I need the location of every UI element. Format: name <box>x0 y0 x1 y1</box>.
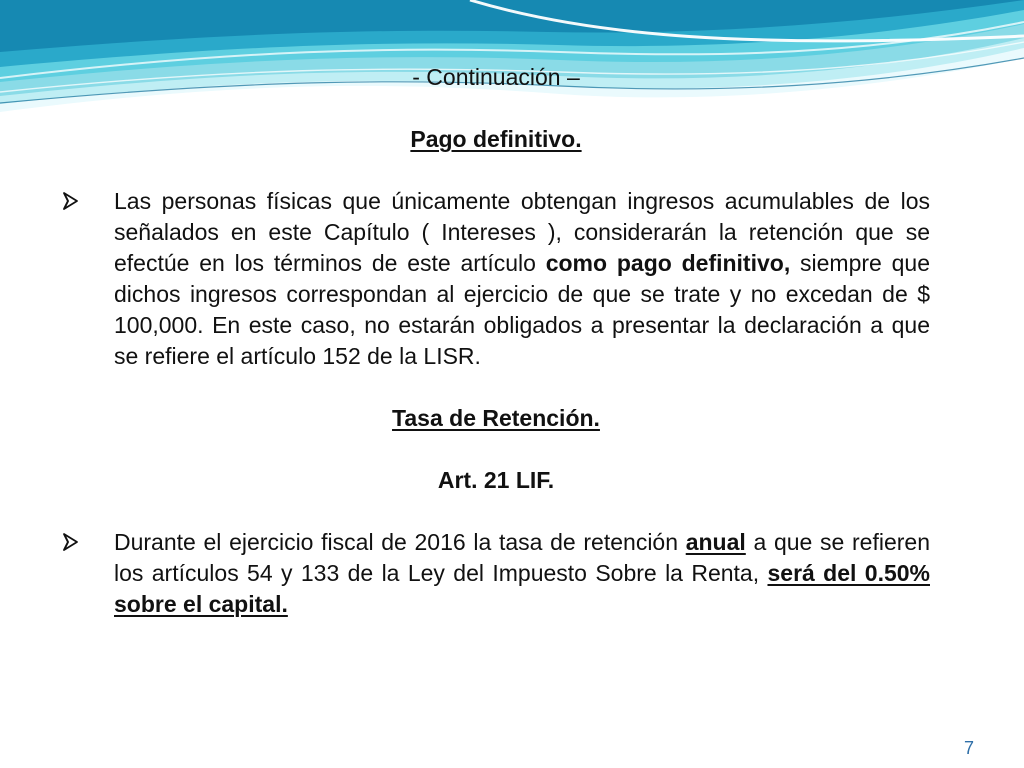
spacer <box>62 155 930 186</box>
bullet-pago-definitivo <box>62 186 930 372</box>
bullet-text: a que se refieren los artículos 54 y 133 de la Ley del Impuesto Sobre la Renta, <box>114 529 930 586</box>
bullet-tasa-retencion <box>62 527 930 620</box>
bold-text: como pago definitivo, <box>545 250 791 276</box>
arrow-bullet-icon <box>62 191 80 211</box>
page-number: 7 <box>963 738 974 758</box>
spacer <box>62 372 930 403</box>
underlined-bold-text: anual <box>685 529 746 555</box>
bullet-text: Las personas físicas que únicamente obtengan ingresos acumulables de los señalados en este Capítulo ( Intereses ), considerarán la retención que se efectúe en los términos de este artículo <box>114 188 930 276</box>
spacer <box>62 434 930 465</box>
underlined-bold-text: será del 0.50% <box>767 560 930 586</box>
section-title-pago-definitivo: Pago definitivo. <box>410 126 582 152</box>
continuation-subtitle: - Continuación – <box>412 64 580 90</box>
spacer <box>62 496 930 527</box>
section-title-tasa-retencion: Tasa de Retención. <box>392 405 600 431</box>
bullet-text: siempre que dichos ingresos correspondan al ejercicio de que se trate y no excedan de $ 100,000. En este caso, no estarán obligados a presentar la declaración a que se refiere el artículo 152 de la LISR. <box>114 250 930 369</box>
slide-content <box>62 62 930 620</box>
arrow-bullet-icon <box>62 532 80 552</box>
article-reference: Art. 21 LIF. <box>437 467 555 493</box>
spacer <box>62 93 930 124</box>
underlined-bold-text: sobre el capital. <box>114 591 288 617</box>
bullet-text: Durante el ejercicio fiscal de 2016 la tasa de retención <box>114 529 686 555</box>
